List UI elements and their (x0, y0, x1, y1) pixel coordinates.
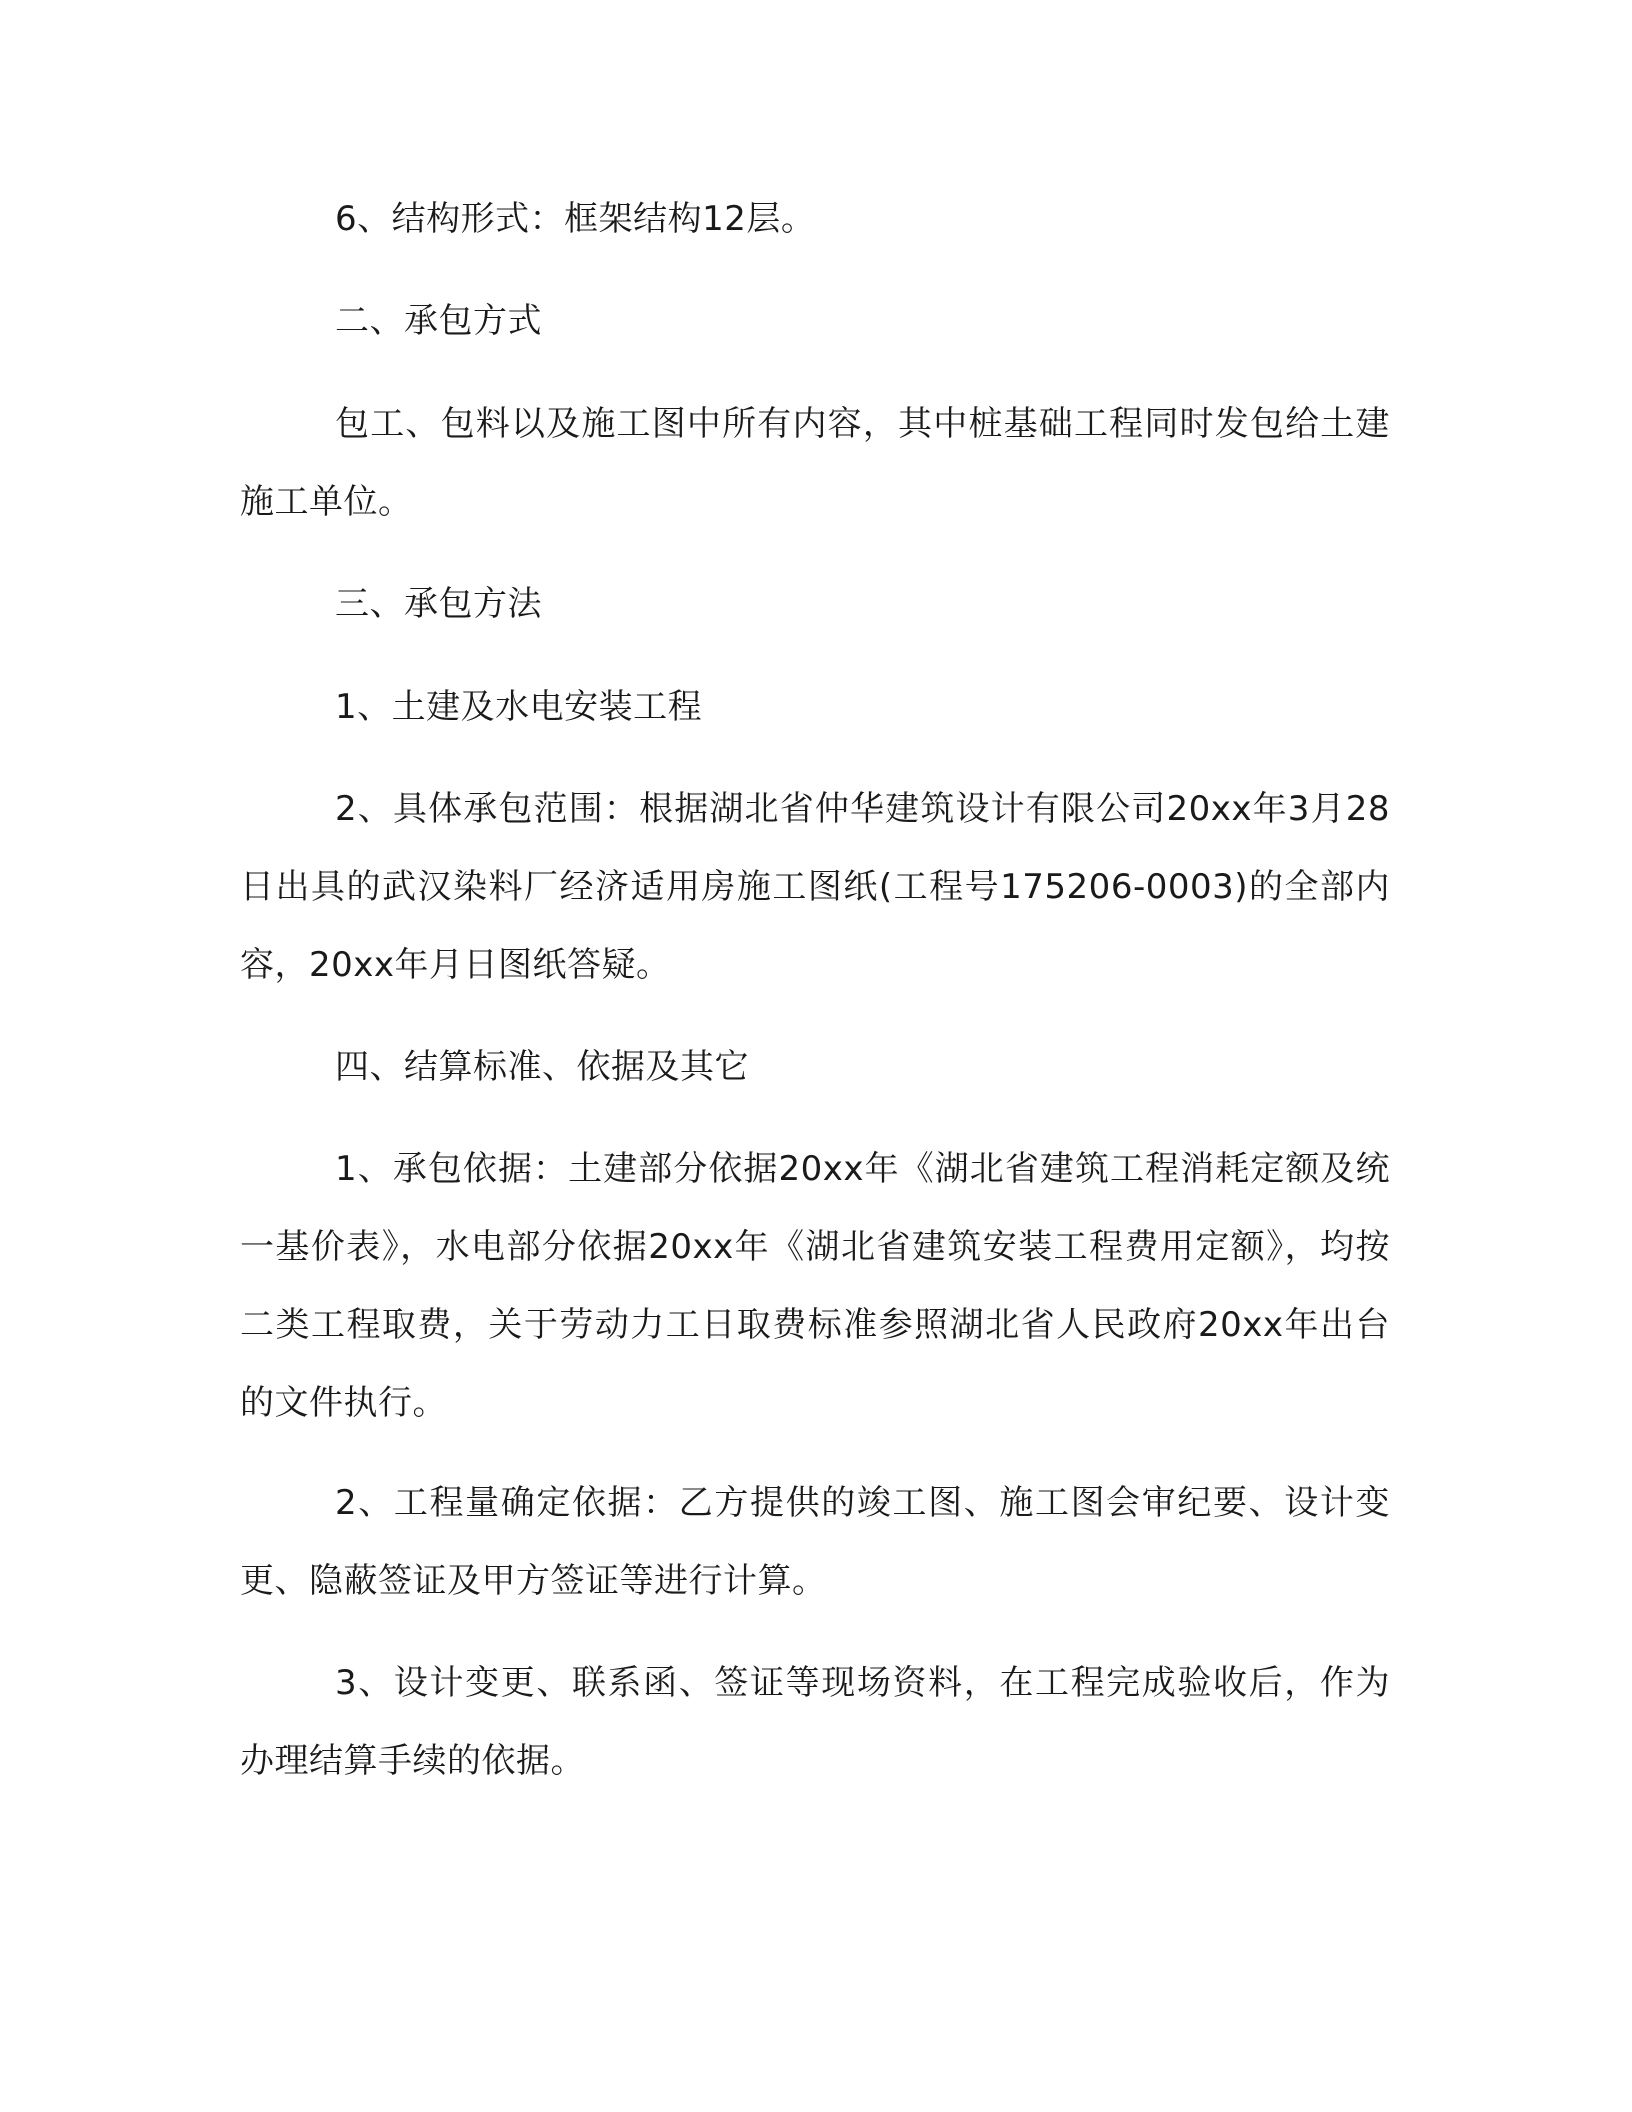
paragraph-quantity-basis: 2、工程量确定依据：乙方提供的竣工图、施工图会审纪要、设计变更、隐蔽签证及甲方签证等进行计算。 (240, 1483, 1390, 1601)
paragraph-site-documents: 3、设计变更、联系函、签证等现场资料，在工程完成验收后，作为办理结算手续的依据。 (240, 1663, 1390, 1781)
heading-contract-method: 三、承包方法 (335, 584, 542, 624)
paragraph-specific-scope: 2、具体承包范围：根据湖北省仲华建筑设计有限公司20xx年3月28日出具的武汉染料厂经济适用房施工图纸(工程号175206-0003)的全部内容，20xx年月日图纸答疑。 (240, 789, 1390, 985)
paragraph-civil-installation: 1、土建及水电安装工程 (335, 687, 703, 727)
paragraph-structure-form: 6、结构形式：框架结构12层。 (335, 199, 816, 239)
heading-contract-mode: 二、承包方式 (335, 301, 542, 341)
paragraph-contract-basis: 1、承包依据：土建部分依据20xx年《湖北省建筑工程消耗定额及统一基价表》，水电部分依据20xx年《湖北省建筑安装工程费用定额》，均按二类工程取费，关于劳动力工日取费标准参照湖北省人民政府20xx年出台的文件执行。 (240, 1149, 1390, 1423)
paragraph-contract-scope: 包工、包料以及施工图中所有内容，其中桩基础工程同时发包给土建施工单位。 (240, 404, 1390, 522)
heading-settlement-standards: 四、结算标准、依据及其它 (335, 1047, 749, 1087)
